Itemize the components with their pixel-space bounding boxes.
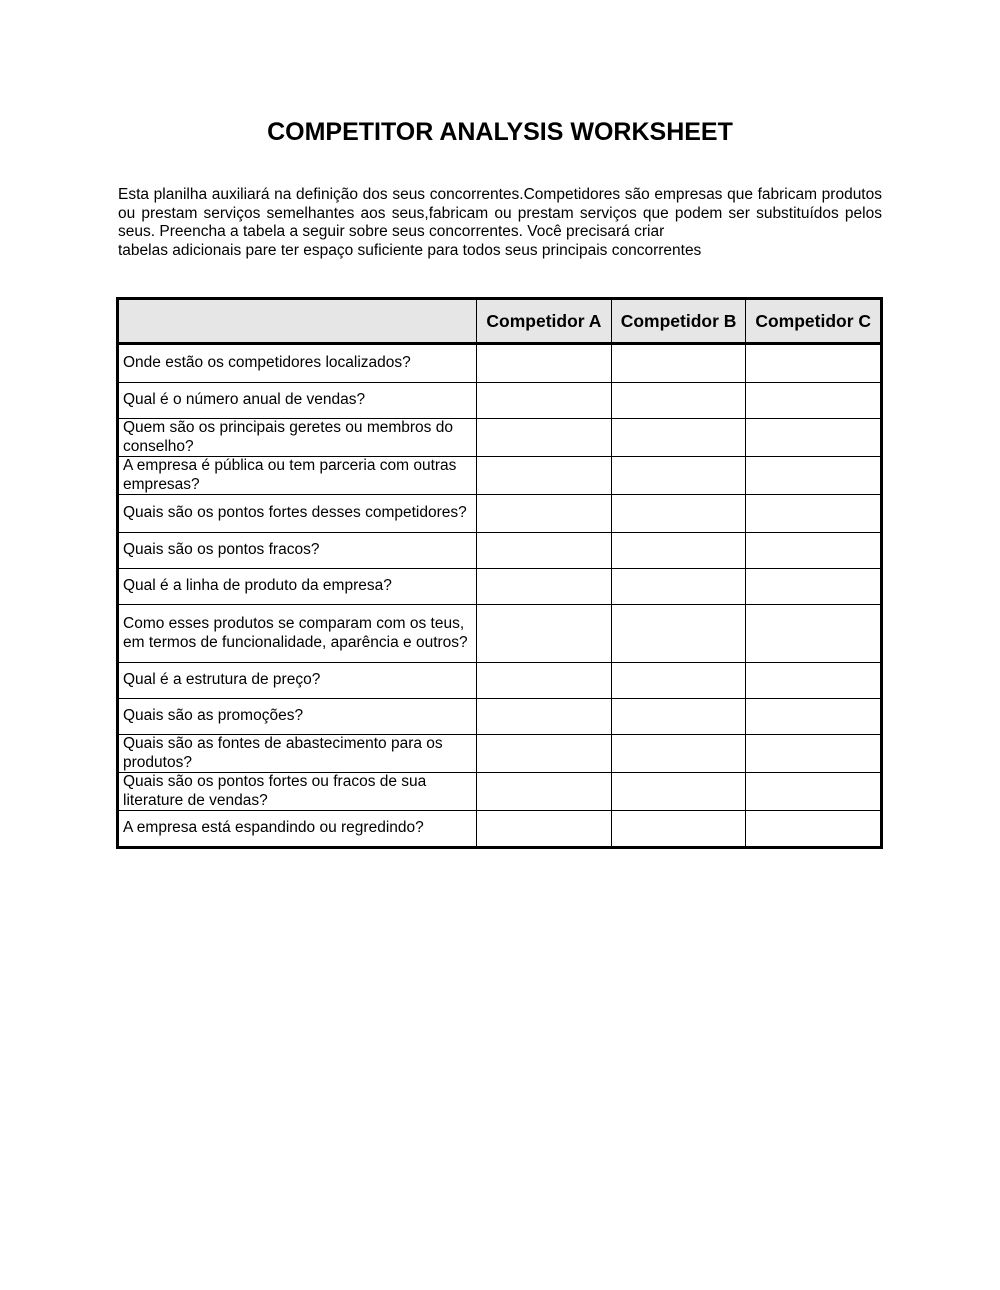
question-cell: Qual é a linha de produto da empresa?	[118, 569, 477, 605]
answer-cell-a[interactable]	[477, 773, 612, 811]
answer-cell-c[interactable]	[746, 457, 882, 495]
question-cell: Quem são os principais geretes ou membros do conselho?	[118, 419, 477, 457]
intro-paragraph	[118, 186, 882, 260]
answer-cell-a[interactable]	[477, 533, 612, 569]
answer-cell-c[interactable]	[746, 569, 882, 605]
answer-cell-a[interactable]	[477, 605, 612, 663]
answer-cell-b[interactable]	[611, 533, 746, 569]
table-row	[118, 344, 882, 383]
answer-cell-c[interactable]	[746, 344, 882, 383]
table-row	[118, 533, 882, 569]
table-row	[118, 569, 882, 605]
answer-cell-b[interactable]	[611, 419, 746, 457]
header-competitor-c: Competidor C	[746, 299, 882, 344]
answer-cell-a[interactable]	[477, 419, 612, 457]
question-cell: Onde estão os competidores localizados?	[118, 344, 477, 383]
answer-cell-c[interactable]	[746, 735, 882, 773]
intro-text: Esta planilha auxiliará na definição dos seus concorrentes.Competidores são empresas que fabricam produtos ou prestam serviços semelhantes aos seus,fabricam ou prestam serviços que podem ser substituídos pelos seus. Preencha a tabela a seguir sobre seus concorrentes. Você precisará criar	[118, 186, 882, 240]
answer-cell-a[interactable]	[477, 495, 612, 533]
answer-cell-b[interactable]	[611, 344, 746, 383]
question-cell: Quais são os pontos fortes ou fracos de sua literature de vendas?	[118, 773, 477, 811]
question-cell: Quais são os pontos fracos?	[118, 533, 477, 569]
table-row	[118, 773, 882, 811]
table-row	[118, 419, 882, 457]
answer-cell-b[interactable]	[611, 605, 746, 663]
answer-cell-a[interactable]	[477, 457, 612, 495]
answer-cell-a[interactable]	[477, 663, 612, 699]
table-row	[118, 457, 882, 495]
answer-cell-a[interactable]	[477, 344, 612, 383]
table-row	[118, 383, 882, 419]
answer-cell-c[interactable]	[746, 495, 882, 533]
question-cell: A empresa está espandindo ou regredindo?	[118, 811, 477, 848]
answer-cell-c[interactable]	[746, 663, 882, 699]
page-title: COMPETITOR ANALYSIS WORKSHEET	[267, 118, 733, 146]
table-row	[118, 663, 882, 699]
answer-cell-c[interactable]	[746, 419, 882, 457]
answer-cell-b[interactable]	[611, 383, 746, 419]
answer-cell-b[interactable]	[611, 699, 746, 735]
question-cell: A empresa é pública ou tem parceria com outras empresas?	[118, 457, 477, 495]
answer-cell-b[interactable]	[611, 569, 746, 605]
table-row	[118, 735, 882, 773]
competitor-table	[116, 297, 883, 849]
header-competitor-a: Competidor A	[477, 299, 612, 344]
answer-cell-c[interactable]	[746, 533, 882, 569]
answer-cell-b[interactable]	[611, 735, 746, 773]
header-question	[118, 299, 477, 344]
question-cell: Qual é a estrutura de preço?	[118, 663, 477, 699]
answer-cell-c[interactable]	[746, 699, 882, 735]
question-cell: Quais são os pontos fortes desses competidores?	[118, 495, 477, 533]
answer-cell-c[interactable]	[746, 773, 882, 811]
question-cell: Quais são as fontes de abastecimento para os produtos?	[118, 735, 477, 773]
answer-cell-b[interactable]	[611, 457, 746, 495]
answer-cell-b[interactable]	[611, 773, 746, 811]
answer-cell-a[interactable]	[477, 735, 612, 773]
answer-cell-c[interactable]	[746, 383, 882, 419]
question-cell: Qual é o número anual de vendas?	[118, 383, 477, 419]
table-row	[118, 495, 882, 533]
header-competitor-b: Competidor B	[611, 299, 746, 344]
answer-cell-c[interactable]	[746, 605, 882, 663]
answer-cell-a[interactable]	[477, 811, 612, 848]
table-row	[118, 699, 882, 735]
answer-cell-a[interactable]	[477, 699, 612, 735]
answer-cell-b[interactable]	[611, 495, 746, 533]
answer-cell-b[interactable]	[611, 811, 746, 848]
table-row	[118, 811, 882, 848]
header-row	[118, 299, 882, 344]
answer-cell-c[interactable]	[746, 811, 882, 848]
answer-cell-a[interactable]	[477, 569, 612, 605]
answer-cell-b[interactable]	[611, 663, 746, 699]
intro-text-last: tabelas adicionais pare ter espaço suficiente para todos seus principais concorrentes	[118, 241, 702, 259]
table-row	[118, 605, 882, 663]
question-cell: Como esses produtos se comparam com os teus, em termos de funcionalidade, aparência e outros?	[118, 605, 477, 663]
answer-cell-a[interactable]	[477, 383, 612, 419]
question-cell: Quais são as promoções?	[118, 699, 477, 735]
